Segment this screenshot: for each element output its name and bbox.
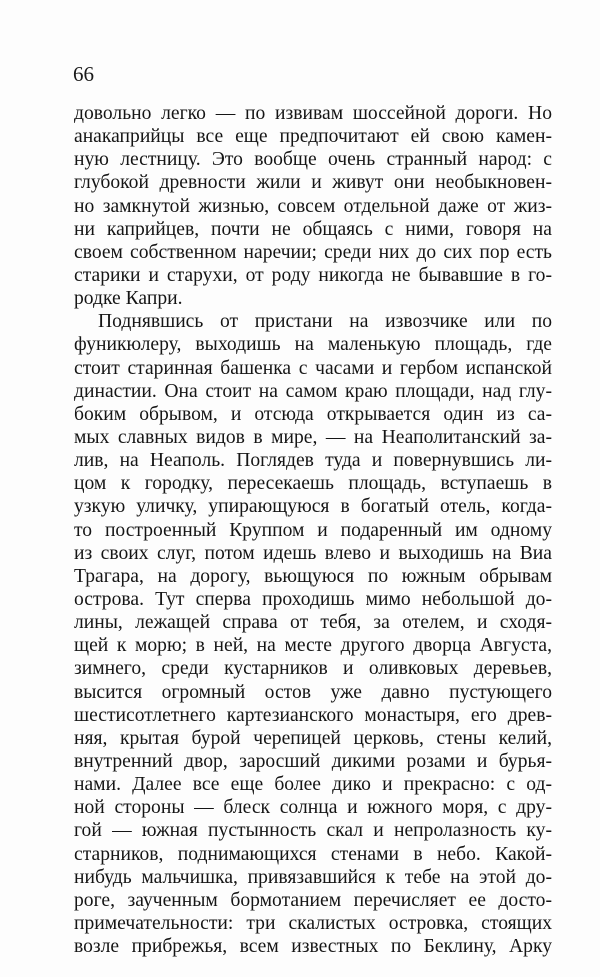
text-line: стоит старинная башенка с часами и гербом испанской [74, 357, 552, 379]
text-line: Поднявшись от пристани на извозчике или по [98, 311, 552, 333]
text-line: возле прибрежья, всем известных по Беклину, Арку [74, 936, 552, 958]
text-line: лины, лежащей справа от тебя, за отелем, и сходя- [74, 612, 552, 634]
text-line: нами. Далее все еще более дико и прекрасно: с од- [74, 774, 552, 796]
text-line: из своих слуг, потом идешь влево и выходишь на Виа [74, 542, 552, 564]
text-line: няя, крытая бурой черепицей церковь, стены келий, [74, 727, 552, 749]
paragraph [74, 102, 552, 310]
text-line: мых славных видов в мире, — на Неаполитанский за- [74, 426, 552, 448]
text-line: цом к городку, пересекаешь площадь, вступаешь в [74, 473, 552, 495]
text-line: анакаприйцы все еще предпочитают ей свою камен- [74, 126, 552, 148]
text-line: ной стороны — блеск солнца и южного моря, с дру- [74, 797, 552, 819]
text-line: Трагара, на дорогу, вьющуюся по южным обрывам [74, 565, 552, 587]
text-line: узкую уличку, упирающуюся в богатый отель, когда- [74, 496, 552, 518]
text-line: довольно легко — по извивам шоссейной дороги. Но [74, 103, 552, 124]
text-line: примечательности: три скалистых островка, стоящих [74, 912, 552, 934]
text-line: зимнего, среди кустарников и оливковых деревьев, [74, 658, 552, 680]
text-line: гой — южная пустынность скал и непролазность ку- [74, 820, 552, 842]
text-line: высится огромный остов уже давно пустующего [74, 681, 552, 703]
text-line: своем собственном наречии; среди них до сих пор есть [74, 241, 552, 263]
paragraph [74, 310, 552, 958]
text-line: боким обрывом, и отсюда открывается один из са- [74, 403, 552, 425]
page-number: 66 [73, 62, 94, 86]
text-line: старики и старухи, от роду никогда не бывавшие в го- [74, 264, 552, 286]
text-line: шестисотлетнего картезианского монастыря, его древ- [74, 704, 552, 726]
text-line: династии. Она стоит на самом краю площади, над глу- [74, 380, 552, 402]
text-line: то построенный Круппом и подаренный им одному [74, 519, 552, 541]
text-line: фуникюлеру, выходишь на маленькую площадь, где [74, 334, 552, 356]
text-line: нибудь мальчишка, привязавшийся к тебе на этой до- [74, 866, 552, 888]
body-text [74, 102, 552, 958]
text-line: лив, на Неаполь. Поглядев туда и повернувшись ли- [74, 450, 552, 472]
text-line: но замкнутой жизнью, совсем отдельной даже от жиз- [74, 195, 552, 217]
text-line: глубокой древности жили и живут они необыкновен- [74, 172, 552, 194]
text-line: щей к морю; в ней, на месте другого дворца Августа, [74, 635, 552, 657]
text-line: ни каприйцев, почти не общаясь с ними, говоря на [74, 218, 552, 240]
text-line: внутренний двор, заросший дикими розами и бурья- [74, 750, 552, 772]
text-line: старников, поднимающихся стенами в небо. Какой- [74, 843, 552, 865]
text-line: роге, заученным бормотанием перечисляет ее досто- [74, 889, 552, 911]
text-line: родке Капри. [74, 288, 183, 310]
text-line: ную лестницу. Это вообще очень странный народ: с [74, 149, 552, 171]
text-line: острова. Тут сперва проходишь мимо небольшой до- [74, 588, 552, 610]
